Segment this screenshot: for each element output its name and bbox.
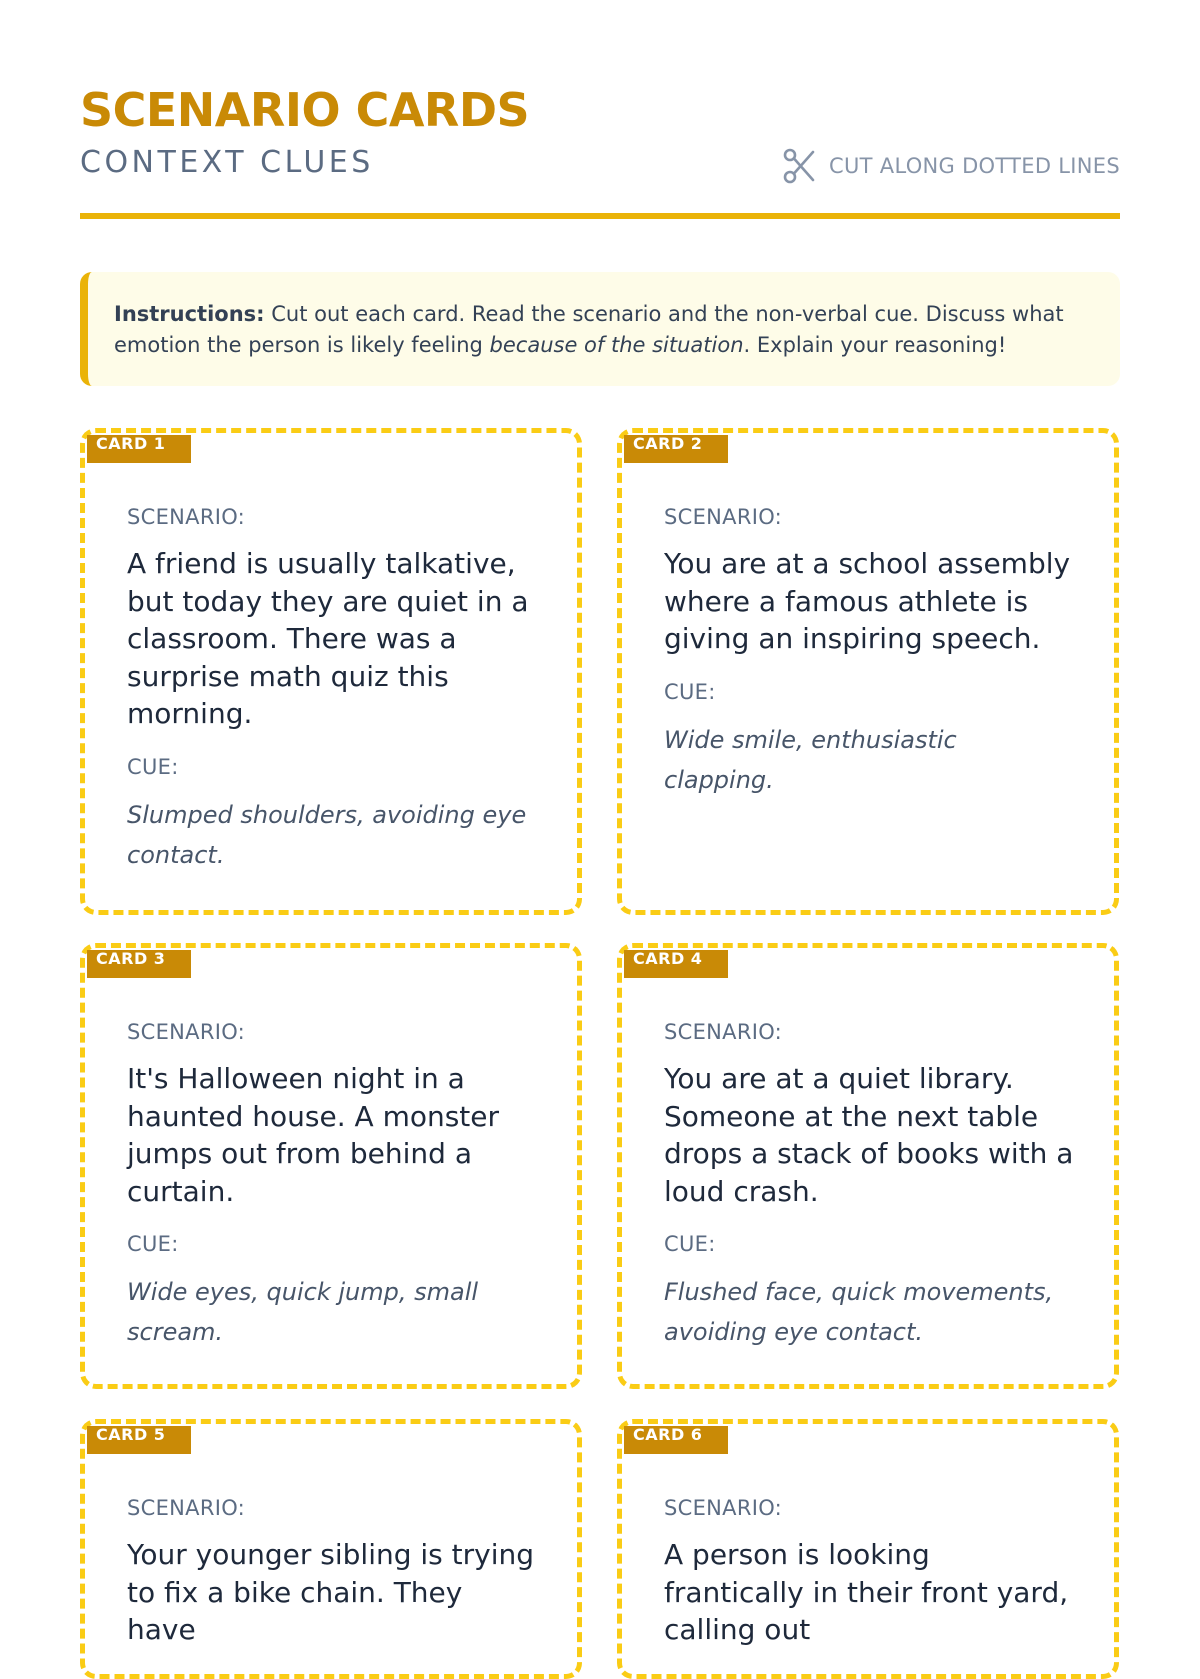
scenario-label: SCENARIO: [127, 505, 246, 529]
scenario-card [80, 428, 582, 915]
scenario-card [617, 1419, 1119, 1679]
scissors-icon [783, 148, 817, 184]
instructions-emphasis: because of the situation [489, 333, 744, 357]
scenario-text: A friend is usually talkative, but today they are quiet in a classroom. There was a surprise math quiz this morning. [127, 547, 529, 730]
scenario-card [80, 1419, 582, 1679]
scenario-label: SCENARIO: [664, 1496, 783, 1520]
instructions-text-end: . Explain your reasoning! [743, 333, 1007, 357]
instructions-box [80, 272, 1120, 386]
scenario-card [80, 943, 582, 1389]
scenario-card [617, 943, 1119, 1389]
cue-text: Slumped shoulders, avoiding eye contact. [127, 800, 527, 869]
cue-text: Flushed face, quick movements, avoiding eye contact. [664, 1278, 1054, 1346]
scenario-card [617, 428, 1119, 915]
card-number-tag: CARD 2 [624, 435, 728, 463]
cue-label: CUE: [127, 1232, 179, 1256]
page-subtitle: CONTEXT CLUES [80, 145, 374, 180]
scenario-text: It's Halloween night in a haunted house. A monster jumps out from behind a curtain. [127, 1062, 500, 1208]
page-title: SCENARIO CARDS [80, 83, 530, 137]
scenario-label: SCENARIO: [127, 1496, 246, 1520]
instructions-lead: Instructions: [114, 302, 265, 326]
card-number-tag: CARD 1 [87, 435, 191, 463]
scenario-text: A person is looking frantically in their front yard, calling out [664, 1538, 1069, 1646]
cue-label: CUE: [127, 754, 179, 779]
scenario-label: SCENARIO: [127, 1020, 246, 1044]
scenario-label: SCENARIO: [664, 505, 783, 529]
cue-label: CUE: [664, 679, 716, 704]
card-number-tag: CARD 4 [624, 950, 728, 978]
card-number-tag: CARD 5 [87, 1426, 191, 1454]
cue-text: Wide eyes, quick jump, small scream. [127, 1278, 479, 1346]
scenario-text: You are at a quiet library. Someone at the next table drops a stack of books with a loud crash. [664, 1062, 1074, 1208]
cue-text: Wide smile, enthusiastic clapping. [664, 725, 957, 794]
page-header [80, 82, 1120, 222]
cut-note-label: CUT ALONG DOTTED LINES [829, 154, 1120, 178]
scenario-text: Your younger sibling is trying to fix a bike chain. They have [127, 1538, 535, 1646]
header-divider [80, 213, 1120, 219]
scenario-label: SCENARIO: [664, 1020, 783, 1044]
instructions-text: Cut out each card. Read the scenario and the non-verbal cue. Discuss what emotion the person is likely feeling [114, 302, 1064, 357]
card-number-tag: CARD 3 [87, 950, 191, 978]
scenario-text: You are at a school assembly where a famous athlete is giving an inspiring speech. [664, 547, 1071, 655]
cue-label: CUE: [664, 1232, 716, 1256]
cut-note [783, 148, 1120, 184]
card-number-tag: CARD 6 [624, 1426, 728, 1454]
